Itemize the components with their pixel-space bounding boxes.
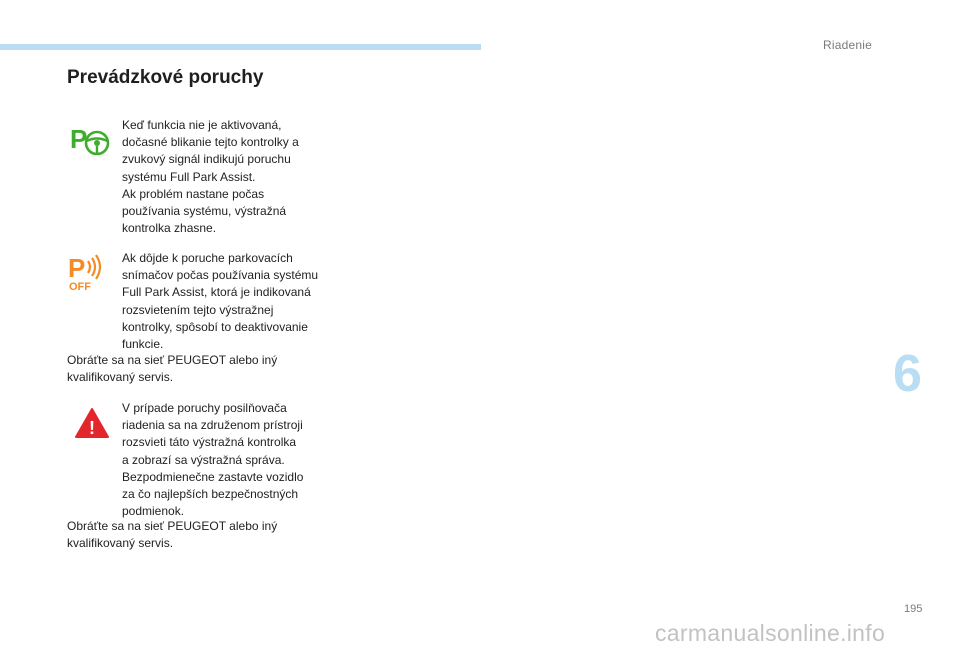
section-label: Riadenie xyxy=(823,38,872,52)
paragraph-contact-service-2: Obráťte sa na sieť PEUGEOT alebo iný kvalifikovaný servis. xyxy=(67,519,278,551)
page-number: 195 xyxy=(904,603,923,615)
chapter-number: 6 xyxy=(893,345,922,403)
paragraph-park-sensors-fault: Ak dôjde k poruche parkovacích snímačov počas používania systému Full Park Assist, ktorá je indikovaná rozsvietením tejto výstražnej kontrolky, spôsobí to deaktivovanie funkcie. xyxy=(122,251,319,352)
warning-triangle-icon xyxy=(74,407,110,439)
park-sensors-off-icon xyxy=(66,253,110,293)
header-accent-bar xyxy=(0,44,481,50)
park-assist-letter: P xyxy=(70,124,88,154)
park-sensors-off-label: OFF xyxy=(69,281,91,293)
paragraph-park-assist-fault: Keď funkcia nie je aktivovaná, dočasné blikanie tejto kontrolky a zvukový signál indikujú poruchu systému Full Park Assist. Ak problém nastane počas používania systému, výstražná kontrolka zhasne. xyxy=(122,118,299,236)
page-title: Prevádzkové poruchy xyxy=(67,67,264,88)
paragraph-steering-fault: V prípade poruchy posilňovača riadenia sa na združenom prístroji rozsvieti táto výstražná kontrolka a zobrazí sa výstražná správa. Bezpodmienečne zastavte vozidlo za čo najlepších bezpečnostných podmienok. xyxy=(122,401,304,519)
watermark: carmanualsonline.info xyxy=(655,620,886,646)
park-assist-steering-icon xyxy=(69,124,111,156)
warning-triangle-symbol: ! xyxy=(89,418,95,438)
park-sensors-letter: P xyxy=(68,253,86,283)
paragraph-contact-service-1: Obráťte sa na sieť PEUGEOT alebo iný kvalifikovaný servis. xyxy=(67,353,278,385)
